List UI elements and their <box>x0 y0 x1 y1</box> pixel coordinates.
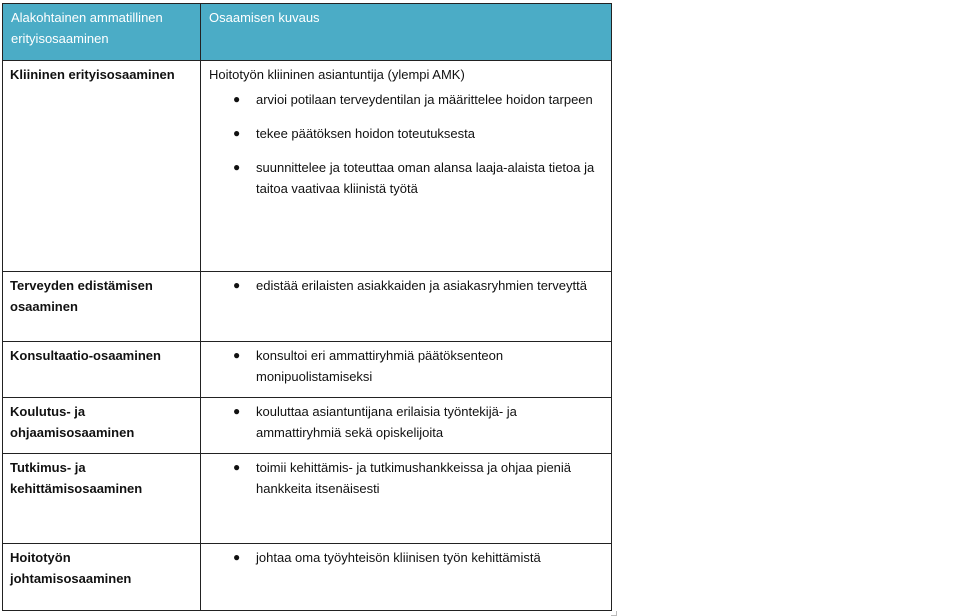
row-competency-name: Konsultaatio-osaaminen <box>3 342 201 398</box>
row-competency-description <box>201 398 612 454</box>
table-row <box>3 342 612 398</box>
bullet-list <box>209 89 603 199</box>
table-header-row <box>3 4 612 61</box>
competency-table <box>2 3 612 611</box>
bullet-dot-icon: ● <box>233 278 241 292</box>
bullet-dot-icon: ● <box>233 550 241 564</box>
list-item <box>209 157 603 199</box>
table-resize-handle[interactable] <box>611 611 617 616</box>
bullet-list <box>209 345 603 387</box>
bullet-dot-icon: ● <box>233 404 241 418</box>
bullet-dot-icon: ● <box>233 348 241 362</box>
row-competency-description <box>201 61 612 272</box>
bullet-dot-icon: ● <box>233 126 241 140</box>
table-row <box>3 544 612 611</box>
row-competency-name: Koulutus- ja ohjaamisosaaminen <box>3 398 201 454</box>
bullet-list <box>209 275 603 296</box>
row-competency-description <box>201 272 612 342</box>
row-competency-description <box>201 454 612 544</box>
list-item <box>209 275 603 296</box>
row-competency-description <box>201 544 612 611</box>
table-row <box>3 454 612 544</box>
list-item-text: toimii kehittämis- ja tutkimushankkeissa ja ohjaa pieniä hankkeita itsenäisesti <box>256 460 572 496</box>
list-item-text: johtaa oma työyhteisön kliinisen työn kehittämistä <box>256 550 541 565</box>
header-competency-description: Osaamisen kuvaus <box>201 4 612 61</box>
header-competency-area: Alakohtainen ammatillinen erityisosaaminen <box>3 4 201 61</box>
list-item-text: edistää erilaisten asiakkaiden ja asiakasryhmien terveyttä <box>256 278 587 293</box>
list-item <box>209 457 603 499</box>
row-competency-name: Terveyden edistämisen osaaminen <box>3 272 201 342</box>
table-row <box>3 398 612 454</box>
row-competency-name: Hoitotyön johtamisosaaminen <box>3 544 201 611</box>
list-item-text: tekee päätöksen hoidon toteutuksesta <box>256 126 475 141</box>
list-item <box>209 89 603 110</box>
bullet-dot-icon: ● <box>233 92 241 106</box>
list-item <box>209 123 603 144</box>
list-item <box>209 345 603 387</box>
list-item-text: konsultoi eri ammattiryhmiä päätöksenteon monipuolistamiseksi <box>256 348 504 384</box>
row-competency-description <box>201 342 612 398</box>
bullet-list <box>209 457 603 499</box>
list-item-text: arvioi potilaan terveydentilan ja määrittelee hoidon tarpeen <box>256 92 593 107</box>
row-competency-name: Kliininen erityisosaaminen <box>3 61 201 272</box>
list-item-text: kouluttaa asiantuntijana erilaisia työntekijä- ja ammattiryhmiä sekä opiskelijoita <box>256 404 517 440</box>
bullet-dot-icon: ● <box>233 460 241 474</box>
table-row <box>3 272 612 342</box>
list-item <box>209 401 603 443</box>
table-row <box>3 61 612 272</box>
bullet-dot-icon: ● <box>233 160 241 174</box>
bullet-list <box>209 401 603 443</box>
bullet-list <box>209 547 603 568</box>
list-item-text: suunnittelee ja toteuttaa oman alansa laaja-alaista tietoa ja taitoa vaativaa kliinistä työtä <box>256 160 595 196</box>
list-item <box>209 547 603 568</box>
row-competency-name: Tutkimus- ja kehittämisosaaminen <box>3 454 201 544</box>
row-intro-text: Hoitotyön kliininen asiantuntija (ylempi AMK) <box>209 67 465 82</box>
